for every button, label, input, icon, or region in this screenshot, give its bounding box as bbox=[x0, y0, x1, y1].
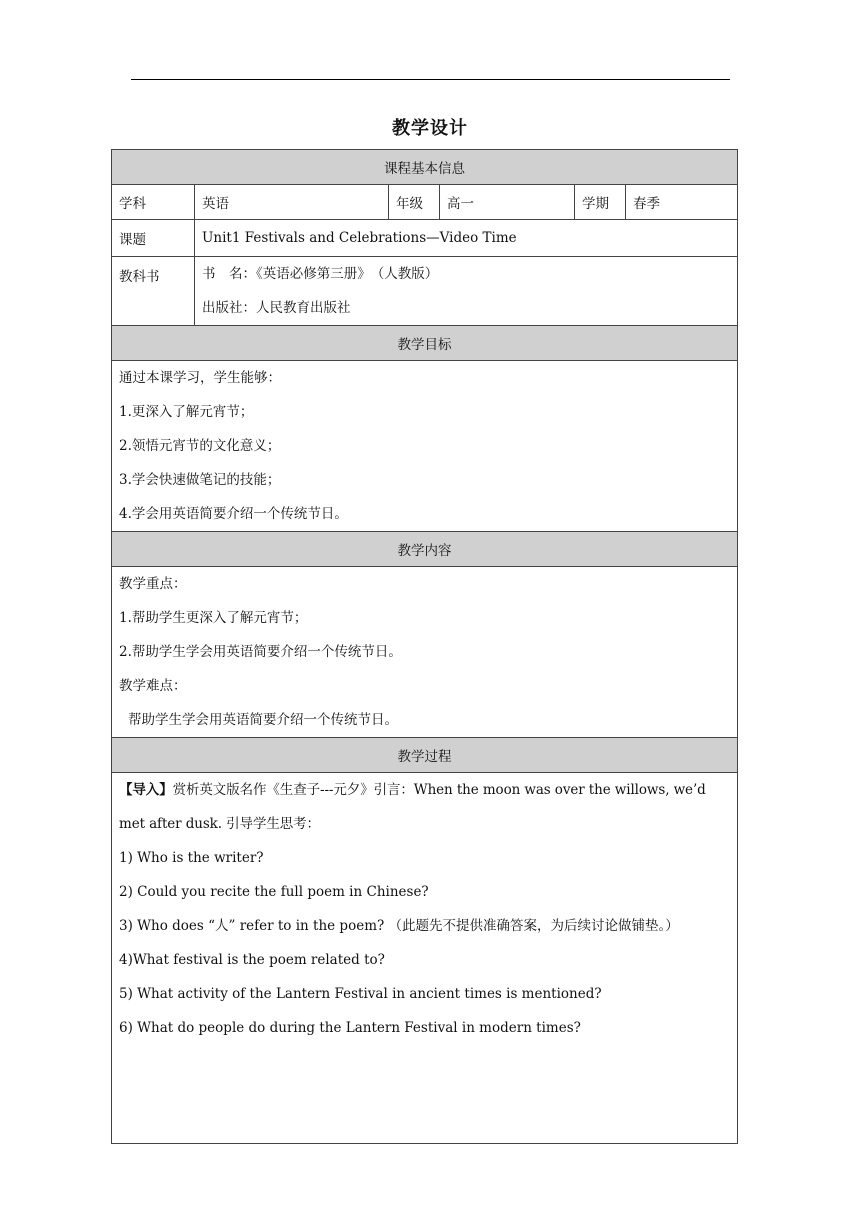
subject-label: 学科 bbox=[112, 185, 195, 220]
objectives-body bbox=[112, 361, 738, 532]
grade-label: 年级 bbox=[389, 185, 440, 220]
content-header: 教学内容 bbox=[112, 532, 738, 567]
objective-item: 1.更深入了解元宵节； bbox=[119, 404, 254, 420]
textbook-label: 教科书 bbox=[112, 257, 195, 326]
question-item: 5) What activity of the Lantern Festival in ancient times is mentioned? bbox=[119, 986, 602, 1002]
objective-item: 4.学会用英语简要介绍一个传统节日。 bbox=[119, 506, 348, 522]
question-item: 2) Could you recite the full poem in Chinese? bbox=[119, 884, 429, 900]
topic-label: 课题 bbox=[112, 220, 195, 257]
difficulty-label: 教学难点： bbox=[119, 678, 187, 694]
book-name-value: 《英语必修第三册》 （人教版） bbox=[256, 266, 439, 282]
question-item: 3) Who does “人” refer to in the poem? （此题先不提供准确答案，为后续讨论做铺垫。） bbox=[119, 918, 679, 934]
subject-value: 英语 bbox=[195, 185, 389, 220]
header-rule bbox=[131, 79, 730, 80]
textbook-value bbox=[195, 257, 738, 326]
book-name-label: 书 名： bbox=[202, 266, 256, 282]
question-item: 6) What do people do during the Lantern Festival in modern times? bbox=[119, 1020, 581, 1036]
process-body bbox=[112, 773, 738, 1144]
question-item: 4)What festival is the poem related to? bbox=[119, 952, 385, 968]
difficulty-item: 帮助学生学会用英语简要介绍一个传统节日。 bbox=[128, 712, 398, 728]
intro-text: 赏析英文版名作《生查子---元夕》引言：When the moon was over the willows, we’d met after dusk. 引导学生思考： bbox=[119, 782, 706, 832]
lesson-plan-table bbox=[111, 149, 738, 1144]
objectives-intro: 通过本课学习，学生能够： bbox=[119, 370, 281, 386]
term-value: 春季 bbox=[626, 185, 738, 220]
document-title: 教学设计 bbox=[392, 118, 468, 139]
intro-tag: 【导入】 bbox=[119, 782, 173, 798]
term-label: 学期 bbox=[575, 185, 626, 220]
objective-item: 2.领悟元宵节的文化意义； bbox=[119, 438, 281, 454]
key-point-item: 1.帮助学生更深入了解元宵节； bbox=[119, 610, 308, 626]
question-item: 1) Who is the writer? bbox=[119, 850, 264, 866]
key-points-label: 教学重点： bbox=[119, 576, 187, 592]
topic-value: Unit1 Festivals and Celebrations—Video Time bbox=[195, 220, 738, 257]
publisher-line bbox=[202, 291, 730, 325]
basic-info-header: 课程基本信息 bbox=[112, 150, 738, 185]
content-body bbox=[112, 567, 738, 738]
key-point-item: 2.帮助学生学会用英语简要介绍一个传统节日。 bbox=[119, 644, 402, 660]
objectives-header: 教学目标 bbox=[112, 326, 738, 361]
intro-paragraph bbox=[119, 773, 730, 841]
objective-item: 3.学会快速做笔记的技能； bbox=[119, 472, 281, 488]
grade-value: 高一 bbox=[440, 185, 575, 220]
publisher-value: 人民教育出版社 bbox=[256, 300, 351, 316]
book-name-line bbox=[202, 257, 730, 291]
process-header: 教学过程 bbox=[112, 738, 738, 773]
publisher-label: 出版社： bbox=[202, 300, 256, 316]
